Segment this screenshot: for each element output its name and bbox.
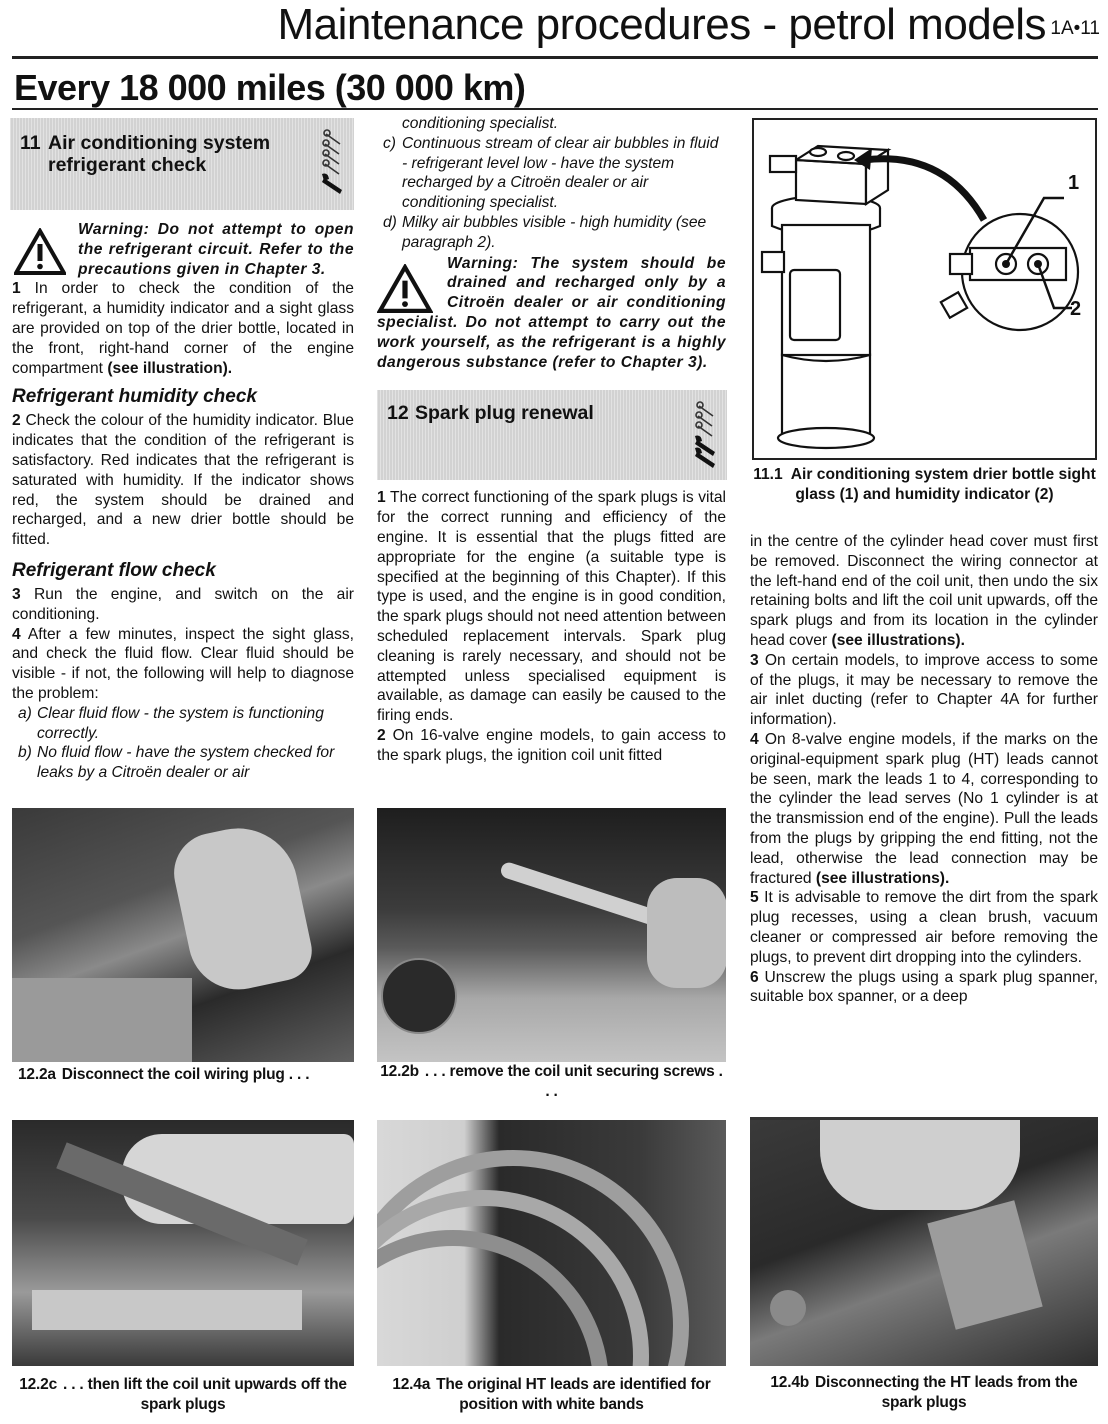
section-title-line2: refrigerant check bbox=[48, 154, 207, 176]
list-item-c: c) Continuous stream of clear air bubbles in fluid - refrigerant level low - have the system recharged by a Citroën dealer or air conditioning specialist. bbox=[383, 134, 719, 212]
paragraph-12-1: 1 The correct functioning of the spark plugs is vital for the correct running and efficiency of the engine. It is essential that the plugs fitted are appropriate for the engine (a suitable type is specified at the beginning of this Chapter). If this type is used, and the engine is in good condition, the spark plugs should not need attention between scheduled replacement intervals. Spark plug cleaning is rarely necessary, and should not be attempted unless specialised equipment is available, as damage can easily be caused to the firing ends. bbox=[377, 489, 726, 725]
section-number: 11 bbox=[20, 132, 41, 154]
warning-block-2 bbox=[377, 254, 726, 373]
paragraph-12-2-continued: in the centre of the cylinder head cover must first be removed. Disconnect the wiring connector at the left-hand end of the coil unit, then undo the six retaining bolts and lift the coil unit upwards, off the spark plugs and from its location in the cylinder head cover (see illustrations). bbox=[750, 533, 1098, 649]
drier-bottle-illustration bbox=[754, 120, 1095, 458]
callout-1: 1 bbox=[1068, 172, 1080, 194]
hand-shape bbox=[647, 878, 726, 988]
column-3 bbox=[750, 532, 1098, 1007]
oil-cap-shape bbox=[381, 958, 457, 1034]
page-number: 1A•11 bbox=[1050, 18, 1100, 39]
section-12-header bbox=[377, 390, 727, 480]
section-11-header bbox=[10, 118, 354, 210]
flow-check-heading: Refrigerant flow check bbox=[12, 559, 216, 581]
figure-12-2a-caption: 12.2a Disconnect the coil wiring plug . . . bbox=[18, 1066, 310, 1083]
warning-triangle-icon bbox=[14, 228, 66, 276]
page-title: Maintenance procedures - petrol models bbox=[277, 0, 1046, 49]
paragraph-11-4: 4 After a few minutes, inspect the sight glass, and check the fluid flow. Clear fluid should be visible - if not, the following will help to diagnose the problem: bbox=[12, 625, 354, 702]
paragraph-12-6: 6 Unscrew the plugs using a spark plug spanner, suitable box spanner, or a deep bbox=[750, 968, 1098, 1006]
photo-12-2c bbox=[12, 1120, 354, 1366]
photo-12-4a bbox=[377, 1120, 726, 1366]
paragraph-12-2: 2 On 16-valve engine models, to gain access to the spark plugs, the ignition coil unit fitted bbox=[377, 726, 726, 764]
paragraph-12-5: 5 It is advisable to remove the dirt from the spark plug recesses, using a clean brush, vacuum cleaner or compressed air before removing the plugs, to prevent dirt dropping into the cylinders. bbox=[750, 889, 1098, 966]
paragraph-11-2: 2 Check the colour of the humidity indicator. Blue indicates that the condition of the refrigerant is satisfactory. Red indicates that the refrigerant is saturated with humidity. If the indicator shows red, the system should be drained and recharged, and a new drier bottle should be fitted. bbox=[12, 412, 354, 549]
header-rule bbox=[12, 56, 1098, 59]
interval-rule bbox=[12, 108, 1098, 110]
figure-11-1-diagram bbox=[752, 118, 1097, 460]
hand-shape bbox=[167, 817, 318, 998]
section-title-line1: Air conditioning system bbox=[48, 132, 271, 154]
figure-12-4b-caption: 12.4b Disconnecting the HT leads from the spark plugs bbox=[770, 1374, 1078, 1411]
list-item-b: b) No fluid flow - have the system checked for leaks by a Citroën dealer or air bbox=[18, 744, 335, 782]
list-item-d: d) Milky air bubbles visible - high humidity (see paragraph 2). bbox=[383, 213, 707, 251]
section-number: 12 bbox=[387, 402, 409, 425]
figure-12-2c-caption: 12.2c . . . then lift the coil unit upwards off the spark plugs bbox=[19, 1376, 347, 1413]
callout-2: 2 bbox=[1070, 298, 1082, 320]
bolt-shape bbox=[770, 1290, 806, 1326]
paragraph-12-3: 3 On certain models, to improve access to some of the plugs, it may be necessary to remove the air inlet ducting (refer to Chapter 4A for further information). bbox=[750, 651, 1098, 729]
paragraph-12-4: 4 On 8-valve engine models, if the marks on the original-equipment spark plug (HT) leads cannot be seen, mark the leads 1 to 4, corresponding to the cylinder the lead serves (No 1 cylinder is at the transmission end of the engine). Pull the leads from the plugs by gripping the end fitting, not the lead, otherwise the lead connection may be fractured (see illustrations). bbox=[750, 730, 1098, 887]
photo-12-2a bbox=[12, 808, 354, 1062]
figure-12-2b-caption: 12.2b . . . remove the coil unit securing screws . . . bbox=[380, 1063, 723, 1100]
spanner-difficulty-icon bbox=[322, 128, 348, 196]
humidity-check-heading: Refrigerant humidity check bbox=[12, 386, 257, 408]
section-title: Spark plug renewal bbox=[415, 402, 594, 425]
list-item-b-continued: conditioning specialist. bbox=[402, 115, 559, 132]
hand-shape bbox=[820, 1120, 1020, 1210]
photo-12-2b bbox=[377, 808, 726, 1062]
column-2 bbox=[377, 114, 726, 766]
engine-part bbox=[12, 978, 192, 1062]
list-item-a: a) Clear fluid flow - the system is functioning correctly. bbox=[18, 704, 324, 742]
interval-title: Every 18 000 miles (30 000 km) bbox=[14, 67, 526, 108]
spanner-difficulty-icon bbox=[695, 400, 721, 468]
photo-12-4b bbox=[750, 1120, 1098, 1366]
spark-plug-connector-shape bbox=[927, 1200, 1042, 1330]
warning-text: Warning: The system should be drained and recharged only by a Citroën dealer or air conditioning specialist. Do not attempt to carry out the work yourself, as the refrigerant is a highly dangerous substance (refer to Chapter 3). bbox=[377, 254, 726, 371]
figure-12-4a-caption: 12.4a The original HT leads are identified for position with white bands bbox=[392, 1376, 711, 1413]
cylinder-head-shape bbox=[32, 1290, 302, 1330]
warning-block-1 bbox=[12, 220, 354, 279]
see-illustration-ref: (see illustration). bbox=[107, 359, 233, 377]
column-1 bbox=[12, 118, 354, 783]
paragraph-11-3: 3 Run the engine, and switch on the air conditioning. bbox=[12, 585, 354, 623]
warning-triangle-icon bbox=[377, 264, 433, 314]
paragraph-11-1: 1 In order to check the condition of the refrigerant, a humidity indicator and a sight glass are provided on top of the drier bottle, located in the front, right-hand corner of the engine compartment (see illustration). bbox=[12, 280, 354, 377]
warning-text: Warning: Do not attempt to open the refrigerant circuit. Refer to the precautions given in Chapter 3. bbox=[78, 221, 354, 278]
figure-11-1-caption: 11.1 Air conditioning system drier bottle sight glass (1) and humidity indicator (2) bbox=[753, 466, 1096, 503]
